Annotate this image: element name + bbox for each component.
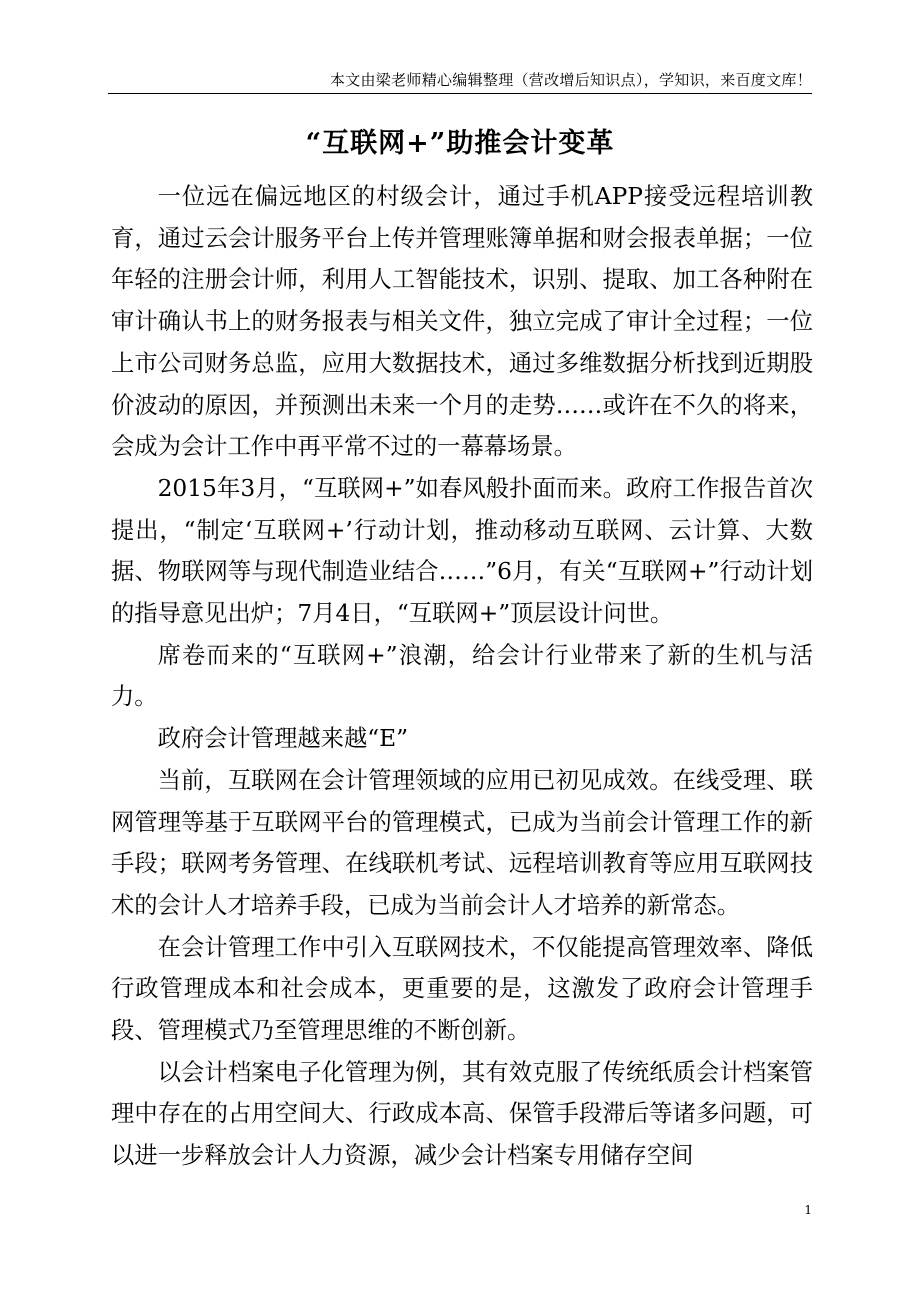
paragraph-management-innovation: 在会计管理工作中引入互联网技术，不仅能提高管理效率、降低行政管理成本和社会成本，更重要的是，这激发了政府会计管理手段、管理模式乃至管理思维的不断创新。	[111, 933, 813, 1045]
section-heading-government: 政府会计管理越来越“E”	[157, 725, 409, 753]
paragraph-electronic-archives: 以会计档案电子化管理为例，其有效克服了传统纸质会计档案管理中存在的占用空间大、行政成本高、保管手段滞后等诸多问题，可以进一步释放会计人力资源，减少会计档案专用储存空间	[111, 1058, 813, 1170]
document-title: “互联网+”助推会计变革	[305, 128, 615, 159]
paragraph-2015-policy: 2015年3月，“互联网+”如春风般扑面而来。政府工作报告首次提出，“制定‘互联网+’行动计划，推动移动互联网、云计算、大数据、物联网等与现代制造业结合……”6月，有关“互联网+”行动计划的指导意见出炉；7月4日，“互联网+”顶层设计问世。	[111, 474, 813, 628]
header-divider	[108, 93, 812, 94]
document-body	[111, 176, 813, 1177]
paragraph-current-application: 当前，互联网在会计管理领域的应用已初见成效。在线受理、联网管理等基于互联网平台的管理模式，已成为当前会计管理工作的新手段；联网考务管理、在线联机考试、远程培训教育等应用互联网技术的会计人才培养手段，已成为当前会计人才培养的新常态。	[111, 766, 813, 919]
page-header-note: 本文由梁老师精心编辑整理（营改增后知识点），学知识，来百度文库！	[329, 71, 812, 89]
paragraph-wave: 席卷而来的“互联网+”浪潮，给会计行业带来了新的生机与活力。	[111, 641, 813, 711]
page-number: 1	[804, 1203, 812, 1217]
paragraph-intro: 一位远在偏远地区的村级会计，通过手机APP接受远程培训教育，通过云会计服务平台上传并管理账簿单据和财会报表单据；一位年轻的注册会计师，利用人工智能技术，识别、提取、加工各种附在审计确认书上的财务报表与相关文件，独立完成了审计全过程；一位上市公司财务总监，应用大数据技术，通过多维数据分析找到近期股价波动的原因，并预测出未来一个月的走势……或许在不久的将来，会成为会计工作中再平常不过的一幕幕场景。	[111, 183, 813, 461]
